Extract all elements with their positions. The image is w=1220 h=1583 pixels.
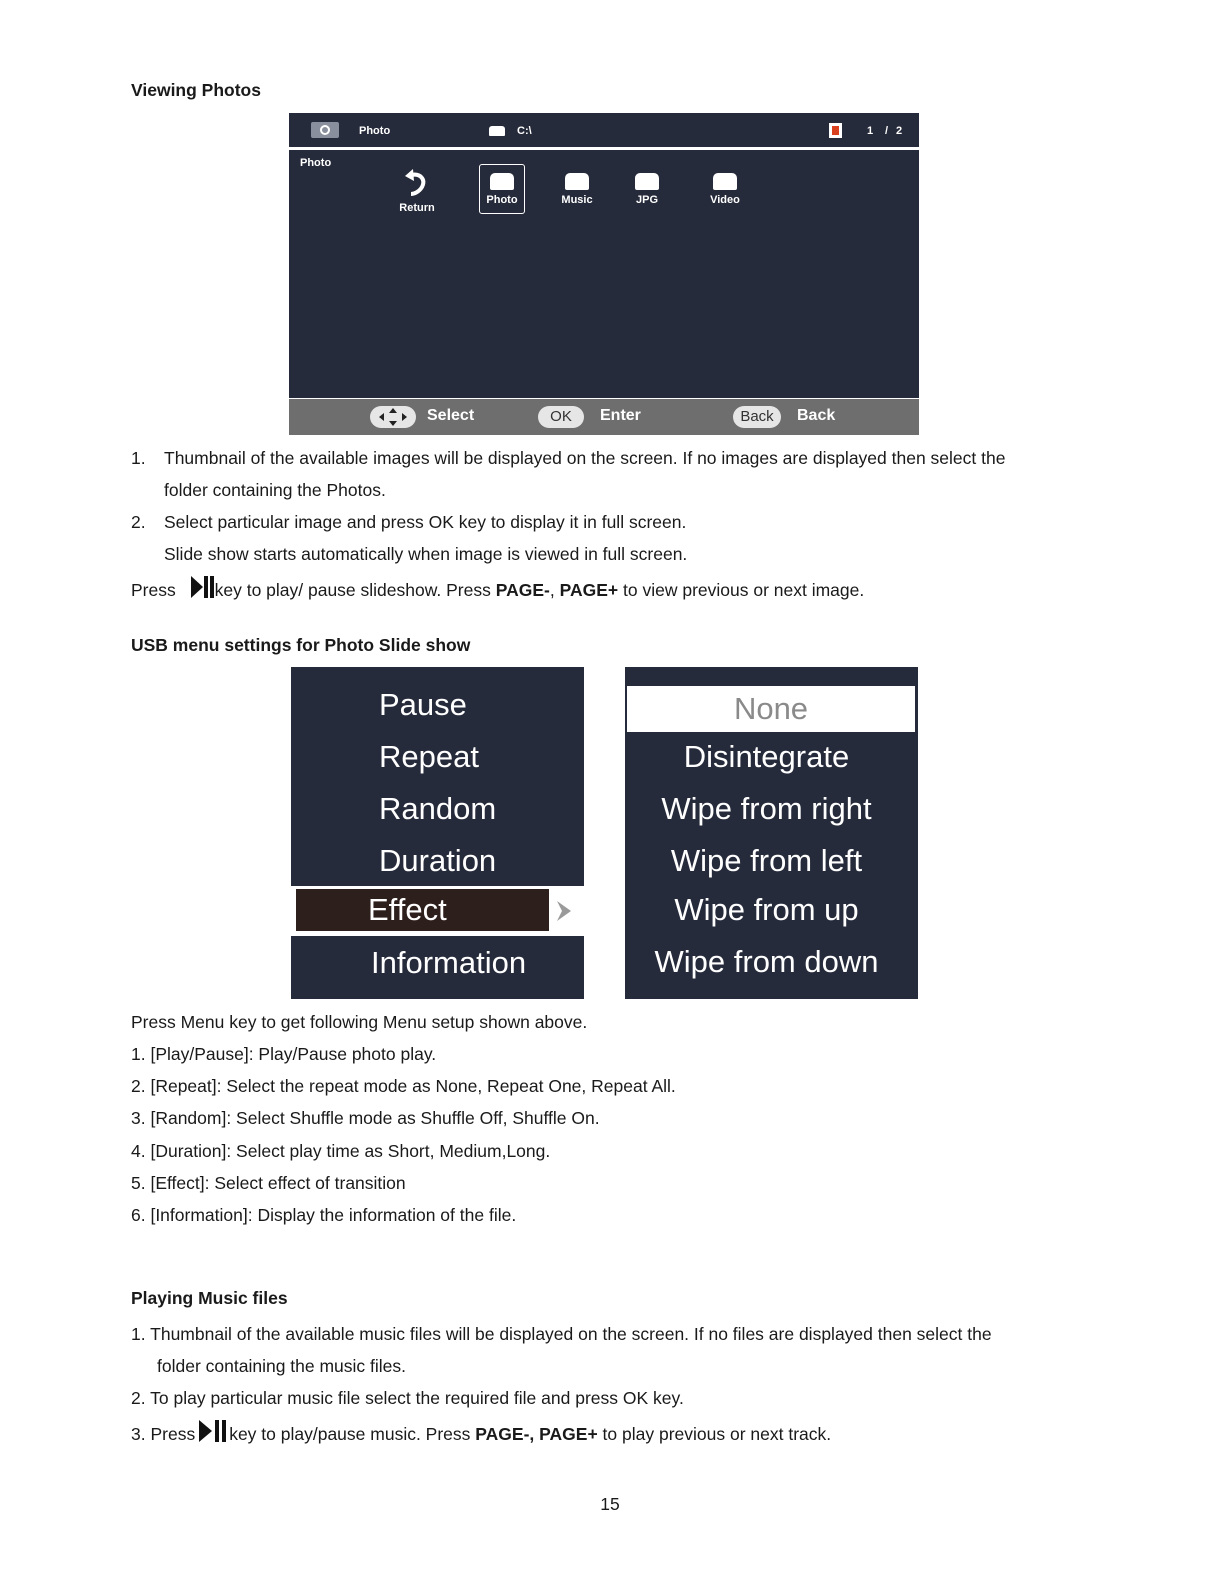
photo-mode-icon — [311, 122, 339, 138]
step-2-text: Select particular image and press OK key to display it in full screen. — [164, 512, 687, 532]
effect-option-wipe-left[interactable]: Wipe from left — [670, 843, 863, 878]
tile-label: Video — [710, 194, 740, 206]
music-press-text-2: key to play/pause music. Press — [229, 1424, 471, 1444]
effect-option-disintegrate[interactable]: Disintegrate — [683, 739, 850, 774]
play-pause-icon — [181, 576, 215, 598]
menu-item-effect-highlight[interactable] — [296, 889, 549, 931]
back-hint: Back — [797, 407, 836, 424]
file-icon — [829, 123, 842, 138]
select-hint: Select — [427, 407, 475, 424]
menu-intro: Press Menu key to get following Menu setup shown above. — [131, 1012, 588, 1032]
folder-icon — [635, 173, 659, 190]
browser-main-area — [289, 150, 919, 398]
page-total: 2 — [896, 125, 903, 137]
music-step-1: 1. Thumbnail of the available music files will be displayed on the screen. If no files are displayed then select the — [131, 1324, 992, 1344]
submenu-selected-row[interactable] — [627, 686, 915, 732]
settings-menu-left — [291, 667, 584, 999]
folder-icon — [565, 173, 589, 190]
press-text-3: to view previous or next image. — [623, 580, 865, 600]
dpad-icon — [370, 406, 416, 428]
press-line — [131, 576, 864, 600]
menu-item-information[interactable]: Information — [371, 945, 527, 980]
chevron-right-icon — [553, 899, 575, 923]
step-2-continuation: Slide show starts automatically when image is viewed in full screen. — [164, 544, 688, 564]
step-1-text: Thumbnail of the available images will be displayed on the screen. If no images are displayed then select the — [164, 448, 1006, 468]
press-text-2: key to play/ pause slideshow. Press — [214, 580, 491, 600]
tile-label: Photo — [486, 194, 518, 206]
page-minus-key: PAGE- — [495, 580, 550, 600]
tile-video[interactable] — [702, 173, 748, 206]
music-step-2: 2. To play particular music file select the required file and press OK key. — [131, 1388, 684, 1408]
page-current: 1 — [867, 125, 874, 137]
page-separator: / — [885, 125, 889, 137]
menu-desc-6: 6. [Information]: Display the information of the file. — [131, 1205, 517, 1225]
browser-topbar — [289, 113, 919, 147]
music-press-text-3: to play previous or next track. — [602, 1424, 832, 1444]
folder-icon — [713, 173, 737, 190]
tile-label: JPG — [635, 194, 658, 206]
topbar-path: C:\ — [517, 125, 532, 137]
music-step-1-continuation: folder containing the music files. — [157, 1356, 407, 1376]
section-heading-playing-music: Playing Music files — [131, 1288, 288, 1308]
section-heading-viewing-photos: Viewing Photos — [131, 80, 261, 100]
step-1-number: 1. — [131, 448, 146, 468]
play-pause-icon — [195, 1420, 229, 1442]
effect-option-none: None — [733, 691, 809, 726]
tile-label: Return — [399, 202, 435, 214]
menu-item-pause[interactable]: Pause — [379, 687, 467, 722]
step-1-continuation: folder containing the Photos. — [164, 480, 386, 500]
page-keys: PAGE-, PAGE+ — [475, 1424, 598, 1444]
tile-music[interactable] — [554, 173, 600, 206]
menu-item-random[interactable]: Random — [379, 791, 497, 826]
enter-hint: Enter — [600, 407, 641, 424]
menu-desc-3: 3. [Random]: Select Shuffle mode as Shuffle Off, Shuffle On. — [131, 1108, 600, 1128]
selected-row-frame — [291, 886, 584, 936]
folder-icon — [490, 173, 514, 190]
tile-label: Music — [561, 194, 593, 206]
ok-key-badge: OK — [538, 406, 584, 428]
return-icon — [402, 167, 432, 199]
section-heading-usb-menu: USB menu settings for Photo Slide show — [131, 635, 471, 655]
tile-photo-selected[interactable] — [479, 164, 525, 214]
menu-desc-1: 1. [Play/Pause]: Play/Pause photo play. — [131, 1044, 437, 1064]
menu-item-duration[interactable]: Duration — [379, 843, 497, 878]
music-press-text: 3. Press — [131, 1424, 196, 1444]
music-step-3 — [131, 1420, 831, 1444]
menu-item-effect: Effect — [368, 892, 447, 927]
topbar-mode-label: Photo — [359, 125, 391, 137]
effect-submenu — [625, 667, 918, 999]
back-key-badge: Back — [733, 406, 781, 428]
page-plus-key: PAGE+ — [559, 580, 619, 600]
press-text: Press — [131, 580, 176, 600]
browser-bottombar — [289, 399, 919, 435]
menu-desc-4: 4. [Duration]: Select play time as Short, Medium,Long. — [131, 1141, 551, 1161]
photo-browser-screenshot — [289, 113, 919, 435]
tile-return[interactable] — [391, 167, 443, 214]
effect-option-wipe-up[interactable]: Wipe from up — [674, 892, 859, 927]
menu-item-repeat[interactable]: Repeat — [379, 739, 479, 774]
effect-option-wipe-right[interactable]: Wipe from right — [661, 791, 872, 826]
menu-desc-5: 5. [Effect]: Select effect of transition — [131, 1173, 406, 1193]
effect-option-wipe-down[interactable]: Wipe from down — [654, 944, 879, 979]
step-2-number: 2. — [131, 512, 146, 532]
sidebar-label: Photo — [300, 157, 332, 169]
page-number: 15 — [600, 1494, 620, 1514]
comma: , — [549, 580, 555, 600]
tile-jpg[interactable] — [624, 173, 670, 206]
drive-icon — [489, 126, 505, 136]
menu-desc-2: 2. [Repeat]: Select the repeat mode as None, Repeat One, Repeat All. — [131, 1076, 676, 1096]
